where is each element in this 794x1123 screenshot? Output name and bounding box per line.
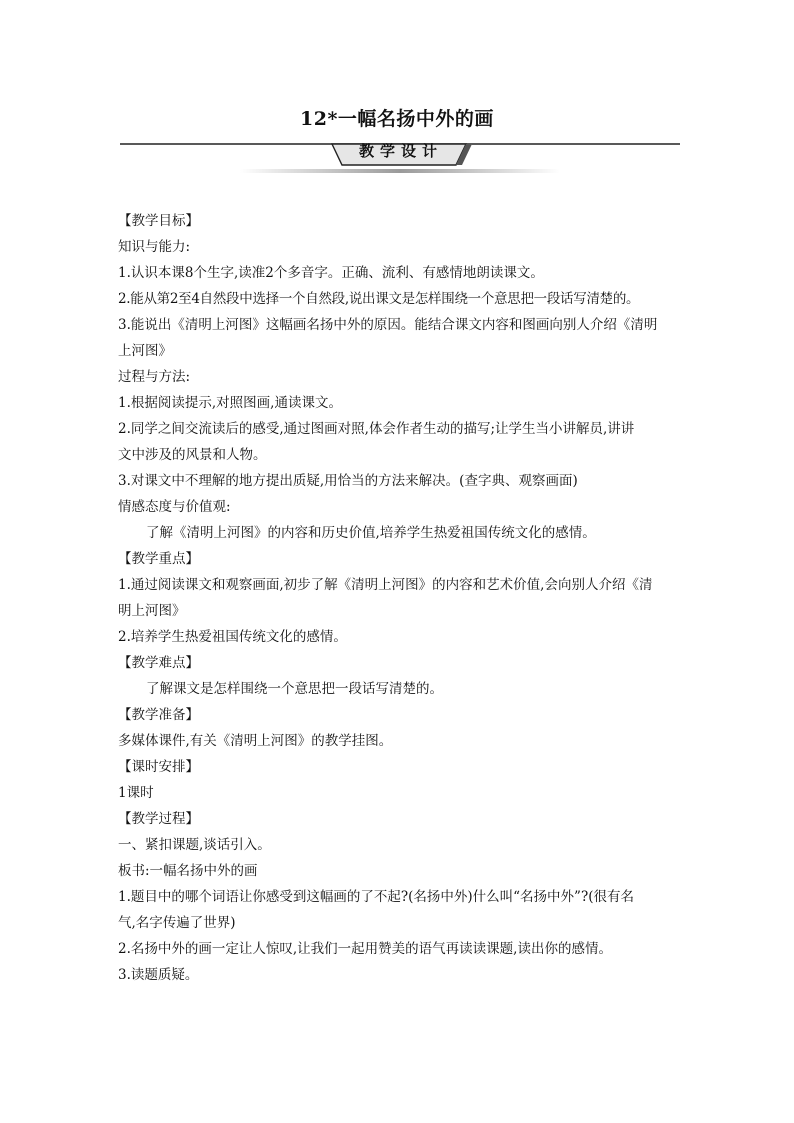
text-line: 2.能从第2至4自然段中选择一个自然段,说出课文是怎样围绕一个意思把一段话写清楚的。 xyxy=(118,291,640,307)
text-line: 2.同学之间交流读后的感受,通过图画对照,体会作者生动的描写;让学生当小讲解员,讲讲 xyxy=(118,421,635,437)
text-line: 上河图》 xyxy=(118,343,172,359)
text-line: 板书:一幅名扬中外的画 xyxy=(118,863,258,879)
text-line: 过程与方法: xyxy=(118,369,191,385)
text-line: 1.认识本课8个生字,读准2个多音字。正确、流利、有感情地朗读课文。 xyxy=(118,265,544,281)
text-line: 1.根据阅读提示,对照图画,通读课文。 xyxy=(118,395,342,411)
text-line: 2.名扬中外的画一定让人惊叹,让我们一起用赞美的语气再读读课题,读出你的感情。 xyxy=(118,941,612,957)
section-heading: 【教学难点】 xyxy=(118,655,199,671)
section-heading: 【教学过程】 xyxy=(118,811,199,827)
text-line: 文中涉及的风景和人物。 xyxy=(118,447,267,463)
text-line: 了解课文是怎样围绕一个意思把一段话写清楚的。 xyxy=(146,681,443,697)
text-line: 气,名字传遍了世界) xyxy=(118,915,236,931)
text-line: 1.通过阅读课文和观察画面,初步了解《清明上河图》的内容和艺术价值,会向别人介绍《清 xyxy=(118,577,653,593)
section-heading: 【教学重点】 xyxy=(118,551,199,567)
text-line: 3.能说出《清明上河图》这幅画名扬中外的原因。能结合课文内容和图画向别人介绍《清明 xyxy=(118,317,658,333)
text-line: 3.对课文中不理解的地方提出质疑,用恰当的方法来解决。(查字典、观察画面) xyxy=(118,473,578,489)
section-heading: 【课时安排】 xyxy=(118,759,199,775)
banner-label: 教学设计 xyxy=(358,142,443,160)
text-line: 1课时 xyxy=(118,785,154,801)
text-line: 明上河图》 xyxy=(118,603,186,619)
text-line: 多媒体课件,有关《清明上河图》的教学挂图。 xyxy=(118,733,393,749)
text-line: 情感态度与价值观: xyxy=(118,499,231,515)
section-heading: 【教学目标】 xyxy=(118,213,199,229)
section-heading: 【教学准备】 xyxy=(118,707,199,723)
text-line: 了解《清明上河图》的内容和历史价值,培养学生热爱祖国传统文化的感情。 xyxy=(146,525,596,541)
lesson-title: 12*一幅名扬中外的画 xyxy=(300,108,494,130)
lesson-content xyxy=(118,208,680,988)
text-line: 一、紧扣课题,谈话引入。 xyxy=(118,837,271,853)
text-line: 3.读题质疑。 xyxy=(118,967,199,983)
text-line: 2.培养学生热爱祖国传统文化的感情。 xyxy=(118,629,347,645)
text-line: 知识与能力: xyxy=(118,239,191,255)
text-line: 1.题目中的哪个词语让你感受到这幅画的了不起?(名扬中外)什么叫“名扬中外”?(很有名 xyxy=(118,889,634,905)
